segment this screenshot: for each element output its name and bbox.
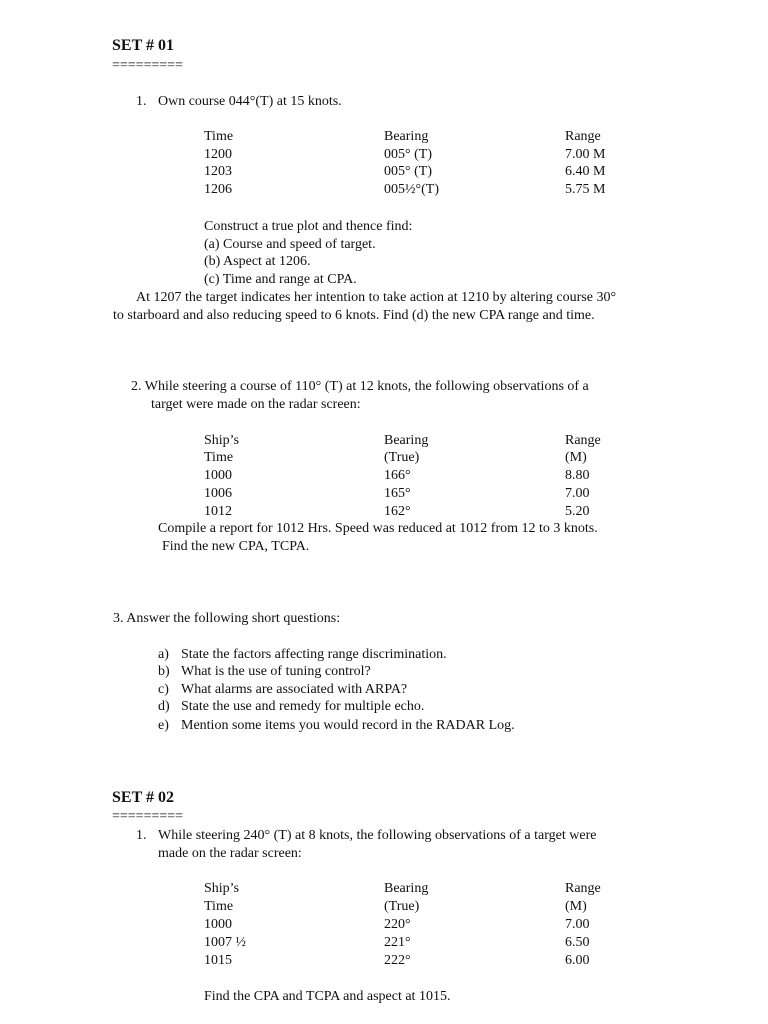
question-number: 1. — [136, 94, 147, 109]
table-cell-time: 1012 — [204, 504, 232, 519]
table-cell-range: 7.00 — [565, 486, 590, 501]
list-item-letter: b) — [158, 664, 170, 679]
table-header-time: Ship’s — [204, 881, 240, 896]
table-cell-bearing: 220° — [384, 917, 411, 932]
table-header-range: Range — [565, 129, 601, 144]
list-item-letter: a) — [158, 647, 169, 662]
followup-text: At 1207 the target indicates her intention to take action at 1210 by altering course 30° — [136, 290, 617, 305]
table-header-time: Time — [204, 899, 234, 914]
table-cell-time: 1203 — [204, 164, 232, 179]
question-text: 3. Answer the following short questions: — [113, 611, 341, 626]
set-01-heading: SET # 01 — [112, 37, 174, 54]
question-text: Compile a report for 1012 Hrs. Speed was reduced at 1012 from 12 to 3 knots. — [158, 521, 598, 536]
list-item: State the use and remedy for multiple echo. — [181, 699, 425, 714]
table-cell-range: 7.00 — [565, 917, 590, 932]
list-item: What alarms are associated with ARPA? — [181, 682, 408, 697]
question-number: 1. — [136, 828, 147, 843]
table-header-bearing: (True) — [384, 450, 420, 465]
instruction-line: Construct a true plot and thence find: — [204, 219, 413, 234]
table-cell-bearing: 005½°(T) — [384, 182, 439, 197]
question-text: Find the CPA and TCPA and aspect at 1015. — [204, 989, 451, 1004]
table-header-range: (M) — [565, 899, 587, 914]
table-header-range: Range — [565, 433, 601, 448]
table-cell-range: 7.00 M — [565, 147, 606, 162]
table-cell-range: 6.00 — [565, 953, 590, 968]
table-cell-bearing: 162° — [384, 504, 411, 519]
table-header-time: Time — [204, 129, 234, 144]
table-cell-time: 1000 — [204, 468, 232, 483]
table-cell-bearing: 222° — [384, 953, 411, 968]
table-cell-time: 1007 ½ — [204, 935, 246, 950]
instruction-line: (c) Time and range at CPA. — [204, 272, 357, 287]
table-header-bearing: Bearing — [384, 129, 429, 144]
table-cell-bearing: 166° — [384, 468, 411, 483]
table-cell-range: 6.40 M — [565, 164, 606, 179]
followup-text: to starboard and also reducing speed to 6 knots. Find (d) the new CPA range and time. — [113, 308, 595, 323]
question-text: Own course 044°(T) at 15 knots. — [158, 94, 342, 109]
table-header-bearing: Bearing — [384, 433, 429, 448]
table-cell-bearing: 165° — [384, 486, 411, 501]
table-header-range: (M) — [565, 450, 587, 465]
list-item: What is the use of tuning control? — [181, 664, 371, 679]
table-header-time: Time — [204, 450, 234, 465]
list-item-letter: c) — [158, 682, 169, 697]
list-item-letter: d) — [158, 699, 170, 714]
instruction-line: (b) Aspect at 1206. — [204, 254, 311, 269]
question-text: Find the new CPA, TCPA. — [162, 539, 310, 554]
table-cell-range: 8.80 — [565, 468, 590, 483]
table-cell-time: 1006 — [204, 486, 232, 501]
list-item: State the factors affecting range discrimination. — [181, 647, 447, 662]
instruction-line: (a) Course and speed of target. — [204, 237, 376, 252]
set-02-underline: ========= — [112, 809, 184, 824]
question-text: target were made on the radar screen: — [151, 397, 361, 412]
set-02-heading: SET # 02 — [112, 789, 174, 806]
table-header-time: Ship’s — [204, 433, 240, 448]
table-header-bearing: (True) — [384, 899, 420, 914]
table-cell-time: 1206 — [204, 182, 232, 197]
table-cell-bearing: 005° (T) — [384, 164, 432, 179]
list-item: Mention some items you would record in the RADAR Log. — [181, 718, 515, 733]
table-cell-time: 1200 — [204, 147, 232, 162]
table-header-bearing: Bearing — [384, 881, 429, 896]
table-cell-range: 5.75 M — [565, 182, 606, 197]
table-cell-range: 5.20 — [565, 504, 590, 519]
table-header-range: Range — [565, 881, 601, 896]
table-cell-bearing: 005° (T) — [384, 147, 432, 162]
table-cell-time: 1015 — [204, 953, 232, 968]
table-cell-time: 1000 — [204, 917, 232, 932]
table-cell-bearing: 221° — [384, 935, 411, 950]
question-text: While steering 240° (T) at 8 knots, the following observations of a target were — [158, 828, 597, 843]
list-item-letter: e) — [158, 718, 169, 733]
question-text: 2. While steering a course of 110° (T) at 12 knots, the following observations of a — [131, 379, 589, 394]
table-cell-range: 6.50 — [565, 935, 590, 950]
question-text: made on the radar screen: — [158, 846, 302, 861]
set-01-underline: ========= — [112, 58, 184, 73]
